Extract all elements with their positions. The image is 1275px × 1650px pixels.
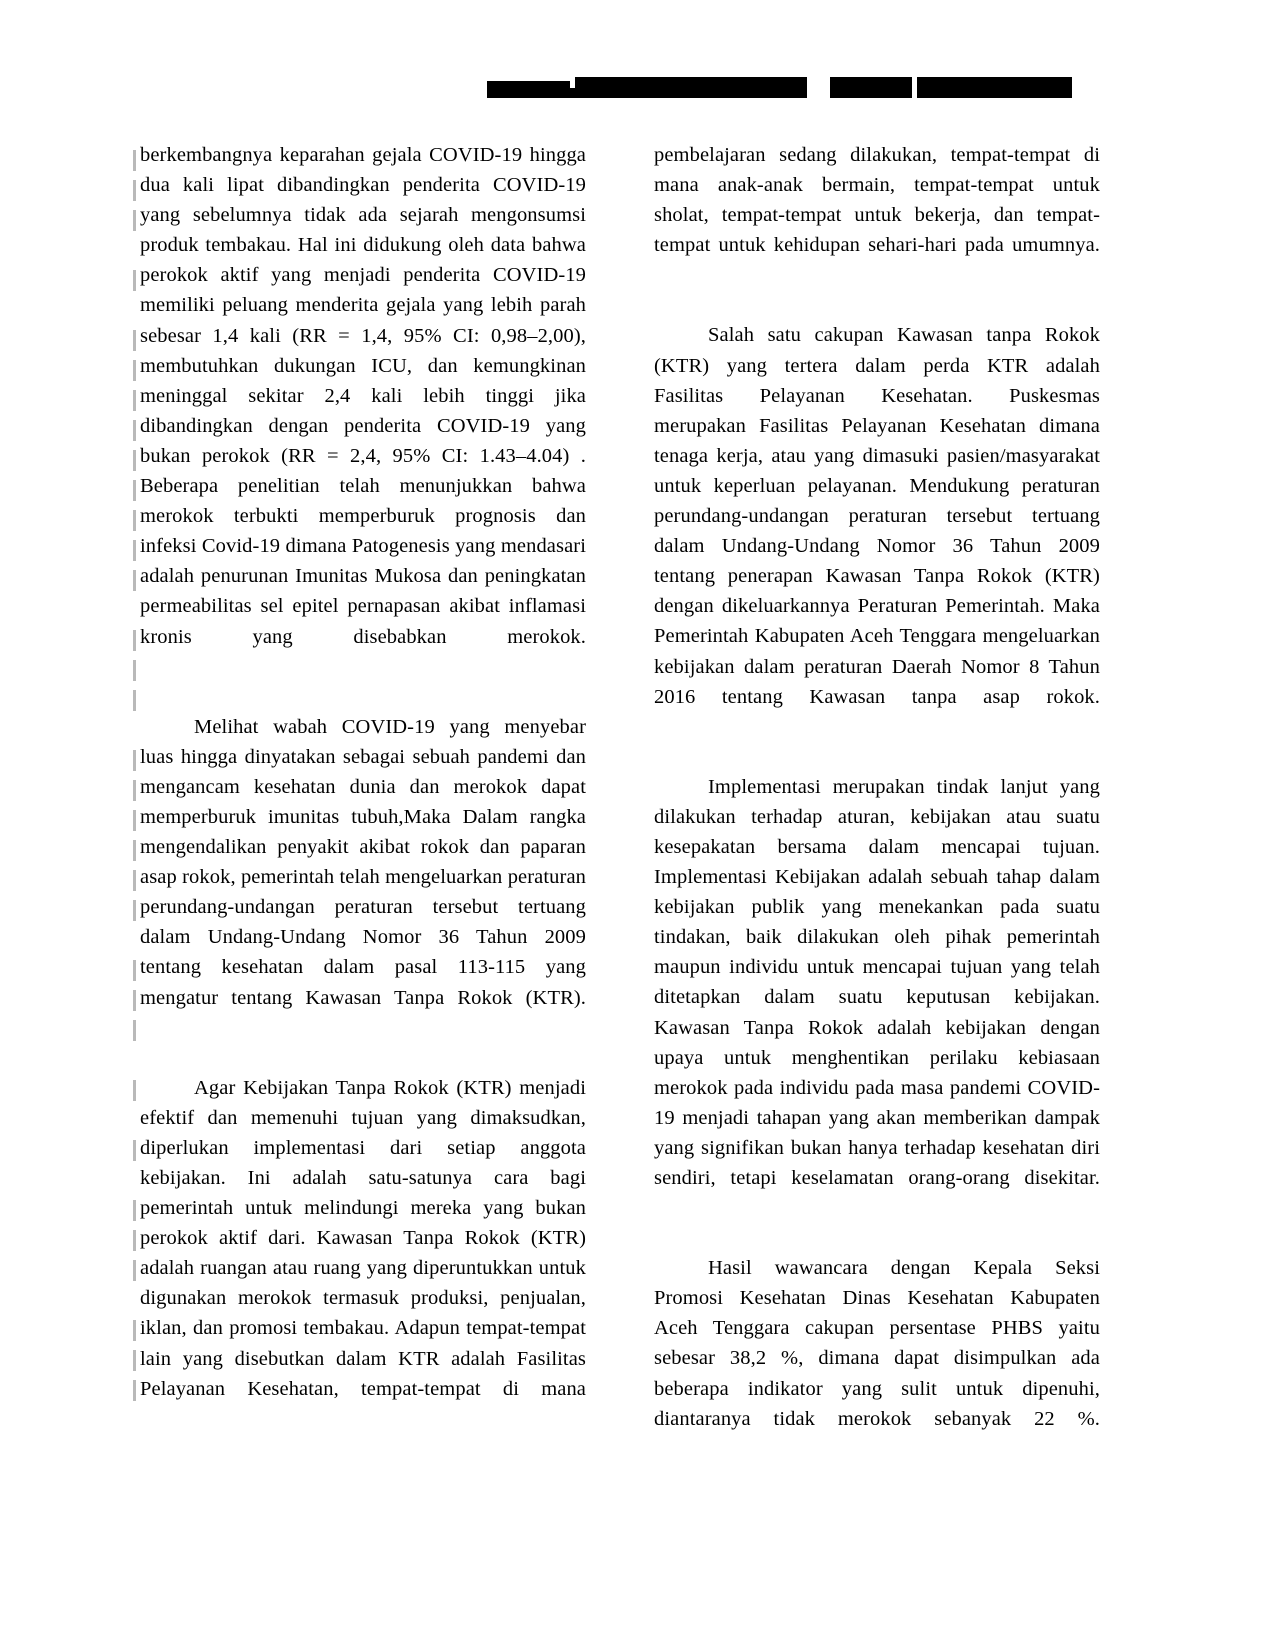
body-columns <box>140 140 1100 1464</box>
margin-change-bar <box>133 1140 136 1161</box>
left-column <box>140 140 586 1464</box>
margin-change-bar <box>133 630 136 651</box>
margin-change-bar <box>133 540 136 561</box>
right-column <box>654 140 1100 1464</box>
margin-change-bar <box>133 510 136 531</box>
margin-change-bar <box>133 1230 136 1251</box>
margin-change-bar <box>133 870 136 891</box>
margin-change-bar <box>133 450 136 471</box>
redaction-bar-5 <box>917 77 1072 98</box>
margin-change-bar <box>133 690 136 711</box>
paragraph: Agar Kebijakan Tanpa Rokok (KTR) menjadi efektif dan memenuhi tujuan yang dimaksudkan, diperlukan implementasi dari setiap anggota kebijakan. Ini adalah satu-satunya cara bagi pemerintah untuk melindungi mereka yang bukan perokok aktif dari. Kawasan Tanpa Rokok (KTR) adalah ruangan atau ruang yang diperuntukkan untuk digunakan merokok termasuk produksi, penjualan, iklan, dan promosi tembakau. Adapun tempat-tempat lain yang disebutkan dalam KTR adalah Fasilitas Pelayanan Kesehatan, tempat-tempat di mana <box>140 1076 586 1400</box>
margin-change-bar <box>133 1260 136 1281</box>
margin-change-bar <box>133 480 136 501</box>
margin-change-bar <box>133 750 136 771</box>
margin-change-bar <box>133 1320 136 1341</box>
margin-change-bar <box>133 1080 136 1101</box>
margin-change-bar <box>133 330 136 351</box>
margin-change-bar <box>133 780 136 801</box>
margin-change-bar <box>133 900 136 921</box>
margin-change-bar <box>133 180 136 201</box>
redaction-bar-4 <box>830 77 912 98</box>
paragraph: Salah satu cakupan Kawasan tanpa Rokok (KTR) yang tertera dalam perda KTR adalah Fasilitas Pelayanan Kesehatan. Puskesmas merupakan Fasilitas Pelayanan Kesehatan dimana tenaga kerja, atau yang dimasuki pasien/masyarakat untuk keperluan pelayanan. Mendukung peraturan perundang-undangan peraturan tersebut tertuang dalam Undang-Undang Nomor 36 Tahun 2009 tentang penerapan Kawasan Tanpa Rokok (KTR) dengan dikeluarkannya Peraturan Pemerintah. Maka Pemerintah Kabupaten Aceh Tenggara mengeluarkan kebijakan dalam peraturan Daerah Nomor 8 Tahun 2016 tentang Kawasan tanpa asap rokok. <box>654 324 1100 708</box>
margin-change-bar <box>133 150 136 171</box>
margin-change-bar <box>133 1350 136 1371</box>
paragraph: Melihat wabah COVID-19 yang menyebar luas hingga dinyatakan sebagai sebuah pandemi dan mengancam kesehatan dunia dan merokok dapat memperburuk imunitas tubuh,Maka Dalam rangka mengendalikan penyakit akibat rokok dan paparan asap rokok, pemerintah telah mengeluarkan peraturan perundang-undangan peraturan tersebut tertuang dalam Undang-Undang Nomor 36 Tahun 2009 tentang kesehatan dalam pasal 113-115 yang mengatur tentang Kawasan Tanpa Rokok (KTR). <box>140 715 586 1009</box>
redaction-gap <box>807 97 830 98</box>
margin-change-bar <box>133 1200 136 1221</box>
margin-change-bar <box>133 1380 136 1401</box>
margin-change-bar <box>133 990 136 1011</box>
redacted-header <box>487 74 1072 98</box>
redaction-bar-1 <box>487 81 570 98</box>
margin-change-bar <box>133 270 136 291</box>
margin-change-bar <box>133 570 136 591</box>
margin-change-bar <box>133 210 136 231</box>
margin-change-bars <box>133 146 137 1416</box>
paragraph: Implementasi merupakan tindak lanjut yang dilakukan terhadap aturan, kebijakan atau suatu kesepakatan bersama dalam mencapai tujuan. Implementasi Kebijakan adalah sebuah tahap dalam kebijakan publik yang menekankan pada suatu tindakan, baik dilakukan oleh pihak pemerintah maupun individu untuk mencapai tujuan yang telah ditetapkan dalam suatu keputusan kebijakan. Kawasan Tanpa Rokok adalah kebijakan dengan upaya untuk menghentikan perilaku kebiasaan merokok pada individu pada masa pandemi COVID-19 menjadi tahapan yang akan memberikan dampak yang signifikan bukan hanya terhadap kesehatan diri sendiri, tetapi keselamatan orang-orang disekitar. <box>654 775 1100 1189</box>
margin-change-bar <box>133 420 136 441</box>
redaction-bar-3 <box>575 77 807 98</box>
paragraph: pembelajaran sedang dilakukan, tempat-tempat di mana anak-anak bermain, tempat-tempat untuk sholat, tempat-tempat untuk bekerja, dan tempat-tempat untuk kehidupan sehari-hari pada umumnya. <box>654 144 1100 257</box>
paragraph: Hasil wawancara dengan Kepala Seksi Promosi Kesehatan Dinas Kesehatan Kabupaten Aceh Tenggara cakupan persentase PHBS yaitu sebesar 38,2 %, dimana dapat disimpulkan ada beberapa indikator yang sulit untuk dipenuhi, diantaranya tidak merokok sebanyak 22 %. <box>654 1257 1100 1430</box>
margin-change-bar <box>133 360 136 381</box>
margin-change-bar <box>133 960 136 981</box>
margin-change-bar <box>133 840 136 861</box>
paragraph: berkembangnya keparahan gejala COVID-19 hingga dua kali lipat dibandingkan penderita COVID-19 yang sebelumnya tidak ada sejarah mengonsumsi produk tembakau. Hal ini didukung oleh data bahwa perokok aktif yang menjadi penderita COVID-19 memiliki peluang menderita gejala yang lebih parah sebesar 1,4 kali (RR = 1,4, 95% CI: 0,98–2,00), membutuhkan dukungan ICU, dan kemungkinan meninggal sekitar 2,4 kali lebih tinggi jika dibandingkan dengan penderita COVID-19 yang bukan perokok (RR = 2,4, 95% CI: 1.43–4.04) . Beberapa penelitian telah menunjukkan bahwa merokok terbukti memperburuk prognosis dan infeksi Covid-19 dimana Patogenesis yang mendasari adalah penurunan Imunitas Mukosa dan peningkatan permeabilitas sel epitel pernapasan akibat inflamasi kronis yang disebabkan merokok. <box>140 144 586 648</box>
margin-change-bar <box>133 810 136 831</box>
margin-change-bar <box>133 660 136 681</box>
margin-change-bar <box>133 1020 136 1041</box>
margin-change-bar <box>133 390 136 411</box>
